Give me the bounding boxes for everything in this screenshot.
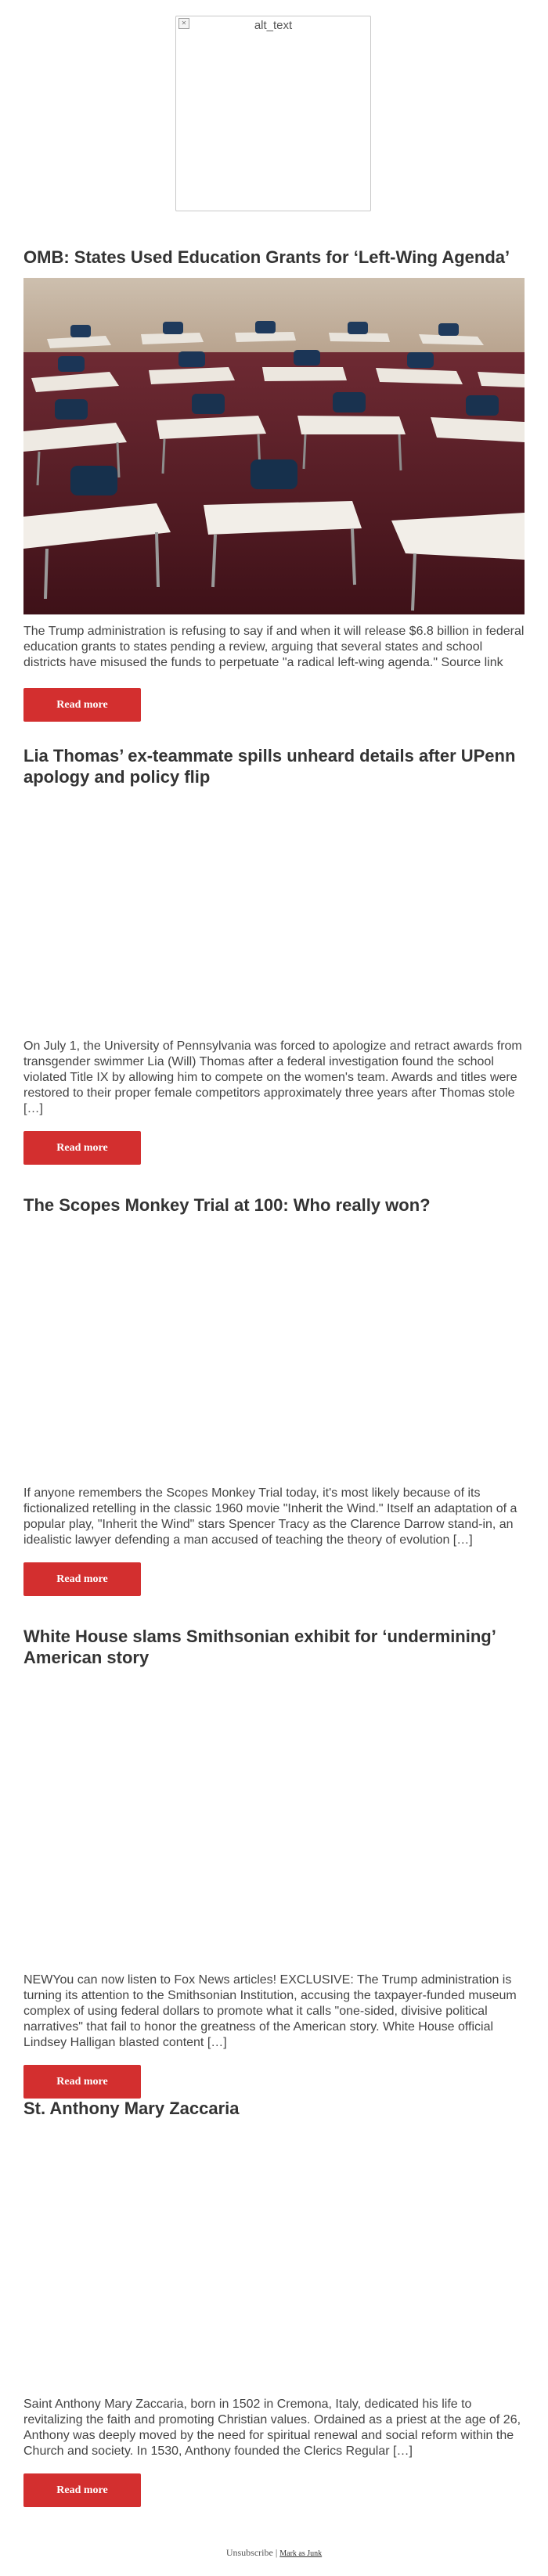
article-image-placeholder — [23, 1678, 525, 1963]
read-more-button[interactable]: Read more — [23, 688, 141, 722]
article-summary: Saint Anthony Mary Zaccaria, born in 1502 in Cremona, Italy, dedicated his life to revitalizing the faith and promoting Christian values. Ordained as a priest at the age of 26, Anthony was deeply moved by the need for spiritual renewal and social reform within the Church and society. In 1530, Anthony founded the Clerics Regular […] — [23, 2398, 521, 2458]
article-title[interactable]: OMB: States Used Education Grants for ‘Left-Wing Agenda’ — [23, 247, 510, 267]
article-summary: If anyone remembers the Scopes Monkey Trial today, it's most likely because of its fictionalized retelling in the classic 1960 movie "Inherit the Wind." Itself an adaptation of a popular play, "Inherit the Wind" stars Spencer Tracy as the Clarence Darrow stand-in, an idealistic lawyer defending a man accused of teaching the theory of evolution […] — [23, 1486, 517, 1547]
article-image — [23, 278, 525, 614]
footer-separator: | — [275, 2547, 278, 2558]
read-more-button[interactable]: Read more — [23, 1131, 141, 1165]
article-summary: NEWYou can now listen to Fox News articles! EXCLUSIVE: The Trump administration is turning its attention to the Smithsonian Institution, accusing the taxpayer-funded museum complex of using federal dollars to promote what it calls "one-sided, divisive political narratives" that fail to honor the greatness of the American story. White House official Lindsey Halligan blasted content […] — [23, 1973, 517, 2049]
broken-image-placeholder — [175, 16, 371, 211]
article-item — [23, 247, 525, 722]
article-title[interactable]: White House slams Smithsonian exhibit for ‘undermining’ American story — [23, 1627, 496, 1667]
article-summary: On July 1, the University of Pennsylvania was forced to apologize and retract awards from transgender swimmer Lia (Will) Thomas after a federal investigation found the school violated Title IX by allowing him to compete on the women's team. Awards and titles were restored to their proper female competitors approximately three years after Thomas stole […] — [23, 1039, 522, 1115]
header-logo — [175, 16, 371, 211]
broken-image-icon: ✕ — [178, 18, 189, 29]
article-title[interactable]: St. Anthony Mary Zaccaria — [23, 2099, 240, 2118]
footer — [0, 2547, 548, 2559]
article-item — [23, 1626, 525, 2099]
article-image-placeholder — [23, 1226, 525, 1476]
logo-alt-text: alt_text — [254, 19, 293, 32]
article-item — [23, 2098, 525, 2507]
read-more-button[interactable]: Read more — [23, 1562, 141, 1596]
unsubscribe-text[interactable]: Unsubscribe — [225, 2547, 273, 2558]
article-image-placeholder — [23, 2129, 525, 2387]
article-item — [23, 1194, 525, 1596]
read-more-button[interactable]: Read more — [23, 2473, 141, 2507]
article-summary: The Trump administration is refusing to say if and when it will release $6.8 billion in federal education grants to states pending a review, arguing that several states and school districts have misused the funds to perpetuate "a radical left-wing agenda." Source link — [23, 625, 525, 669]
article-image-placeholder — [23, 798, 525, 1029]
article-title[interactable]: Lia Thomas’ ex-teammate spills unheard details after UPenn apology and policy flip — [23, 746, 516, 787]
classroom-photo-icon — [23, 278, 525, 614]
article-title[interactable]: The Scopes Monkey Trial at 100: Who really won? — [23, 1195, 431, 1215]
article-item — [23, 745, 525, 1165]
read-more-button[interactable]: Read more — [23, 2065, 141, 2099]
mark-as-junk-link[interactable]: Mark as Junk — [279, 2549, 323, 2558]
